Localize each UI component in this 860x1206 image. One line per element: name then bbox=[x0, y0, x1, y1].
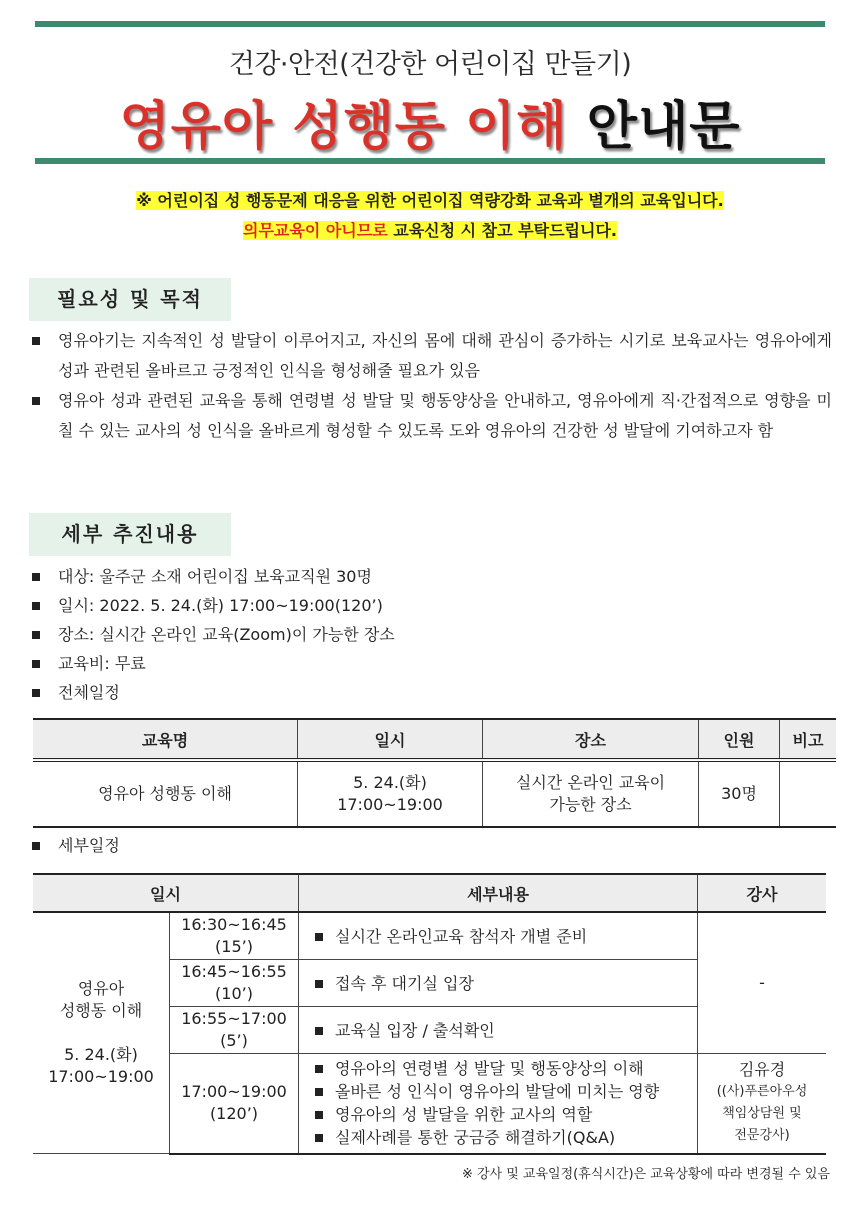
title-red: 영유아 성행동 이해 bbox=[119, 97, 568, 157]
list-item: 세부일정 bbox=[32, 831, 832, 861]
section-heading-details: 세부 추진내용 bbox=[29, 513, 231, 556]
duration: (5’) bbox=[220, 1031, 248, 1050]
cell-content bbox=[299, 912, 698, 960]
list-item: 대상: 울주군 소재 어린이집 보육교직원 30명 bbox=[32, 562, 832, 591]
cell-datetime bbox=[298, 760, 483, 827]
bottom-rule bbox=[35, 158, 825, 164]
notice-line-1-text: ※ 어린이집 성 행동문제 대응을 위한 어린이집 역량강화 교육과 별개의 교육입니다. bbox=[136, 191, 724, 210]
cell-content bbox=[299, 1054, 698, 1154]
session-line: 영유아 bbox=[77, 979, 125, 998]
section-heading-purpose: 필요성 및 목적 bbox=[29, 278, 231, 321]
title-black: 안내문 bbox=[586, 97, 741, 157]
list-item: 영유아의 성 발달을 위한 교사의 역할 bbox=[313, 1103, 696, 1126]
cell-time bbox=[170, 1054, 299, 1154]
purpose-list bbox=[32, 326, 832, 446]
list-item: 교육실 입장 / 출석확인 bbox=[313, 1019, 696, 1042]
col-header: 일시 bbox=[298, 719, 483, 760]
cell-content bbox=[299, 960, 698, 1007]
instructor-org: ((사)푸른아우성 bbox=[716, 1084, 808, 1100]
cell-instructor-dash: - bbox=[698, 912, 827, 1054]
table-row bbox=[33, 912, 826, 960]
cell-time: 17:00~19:00 bbox=[337, 795, 443, 814]
col-header: 세부내용 bbox=[299, 874, 698, 912]
cell-time bbox=[170, 912, 299, 960]
col-header: 강사 bbox=[698, 874, 827, 912]
list-item: 영유아의 연령별 성 발달 및 행동양상의 이해 bbox=[313, 1057, 696, 1080]
time-range: 17:00~19:00 bbox=[181, 1082, 287, 1102]
cell-place-line2: 가능한 장소 bbox=[549, 795, 632, 814]
list-item: 교육비: 무료 bbox=[32, 649, 832, 678]
cell-session-info bbox=[33, 912, 170, 1154]
duration: (120’) bbox=[209, 1104, 259, 1124]
session-line: 성행동 이해 bbox=[59, 1001, 143, 1020]
duration: (15’) bbox=[215, 937, 253, 956]
list-item: 올바른 성 인식이 영유아의 발달에 미치는 영향 bbox=[313, 1080, 696, 1103]
list-item: 접속 후 대기실 입장 bbox=[313, 972, 696, 995]
duration: (10’) bbox=[215, 984, 253, 1003]
footnote: ※ 강사 및 교육일정(휴식시간)은 교육상황에 따라 변경될 수 있음 bbox=[461, 1167, 830, 1182]
notice-line-1 bbox=[0, 188, 860, 211]
list-item: 장소: 실시간 온라인 교육(Zoom)이 가능한 장소 bbox=[32, 620, 832, 649]
col-header: 비고 bbox=[780, 719, 837, 760]
col-header: 교육명 bbox=[33, 719, 298, 760]
cell-content bbox=[299, 1007, 698, 1054]
instructor-name: 김유경 bbox=[738, 1060, 786, 1080]
cell-place-line1: 실시간 온라인 교육이 bbox=[515, 773, 666, 792]
time-range: 16:55~17:00 bbox=[181, 1009, 287, 1028]
page-subtitle: 건강·안전(건강한 어린이집 만들기) bbox=[228, 49, 632, 80]
overview-table bbox=[33, 718, 836, 828]
cell-time bbox=[170, 1007, 299, 1054]
top-rule bbox=[35, 21, 825, 27]
page-title bbox=[0, 84, 860, 159]
col-header: 일시 bbox=[33, 874, 299, 912]
time-range: 16:45~16:55 bbox=[181, 962, 287, 981]
col-header: 장소 bbox=[483, 719, 699, 760]
detail-schedule-table bbox=[33, 873, 826, 1155]
instructor-role: 책임상담원 및 bbox=[722, 1106, 802, 1122]
table-row bbox=[33, 760, 836, 827]
notice-line-2-red: 의무교육이 아니므로 bbox=[243, 221, 388, 240]
cell-date: 5. 24.(화) bbox=[353, 773, 427, 792]
notice-line-2 bbox=[0, 218, 860, 241]
list-item: 실시간 온라인교육 참석자 개별 준비 bbox=[313, 925, 696, 948]
cell-note bbox=[780, 760, 837, 827]
cell-place bbox=[483, 760, 699, 827]
time-range: 16:30~16:45 bbox=[181, 915, 287, 934]
col-header: 인원 bbox=[699, 719, 780, 760]
list-item: 영유아기는 지속적인 성 발달이 이루어지고, 자신의 몸에 대해 관심이 증가하는 시기로 보육교사는 영유아에게 성과 관련된 올바르고 긍정적인 인식을 형성해줄 필요가 있음 bbox=[32, 326, 832, 386]
cell-count: 30명 bbox=[699, 760, 780, 827]
list-item: 일시: 2022. 5. 24.(화) 17:00~19:00(120’) bbox=[32, 591, 832, 620]
notice-line-2-text: 교육신청 시 참고 부탁드립니다. bbox=[387, 221, 617, 240]
session-line: 5. 24.(화) bbox=[64, 1045, 138, 1064]
cell-course-name: 영유아 성행동 이해 bbox=[33, 760, 298, 827]
details-list bbox=[32, 562, 832, 707]
instructor-role: 전문강사) bbox=[734, 1128, 790, 1144]
detail-schedule-label bbox=[32, 831, 832, 861]
session-line: 17:00~19:00 bbox=[48, 1067, 154, 1086]
list-item: 전체일정 bbox=[32, 678, 832, 707]
list-item: 영유아 성과 관련된 교육을 통해 연령별 성 발달 및 행동양상을 안내하고, 영유아에게 직·간접적으로 영향을 미칠 수 있는 교사의 성 인식을 올바르게 형성할 수 있도록 도와 영유아의 건강한 성 발달에 기여하고자 함 bbox=[32, 386, 832, 446]
cell-instructor bbox=[698, 1054, 827, 1154]
list-item: 실제사례를 통한 궁금증 해결하기(Q&A) bbox=[313, 1126, 696, 1149]
cell-time bbox=[170, 960, 299, 1007]
